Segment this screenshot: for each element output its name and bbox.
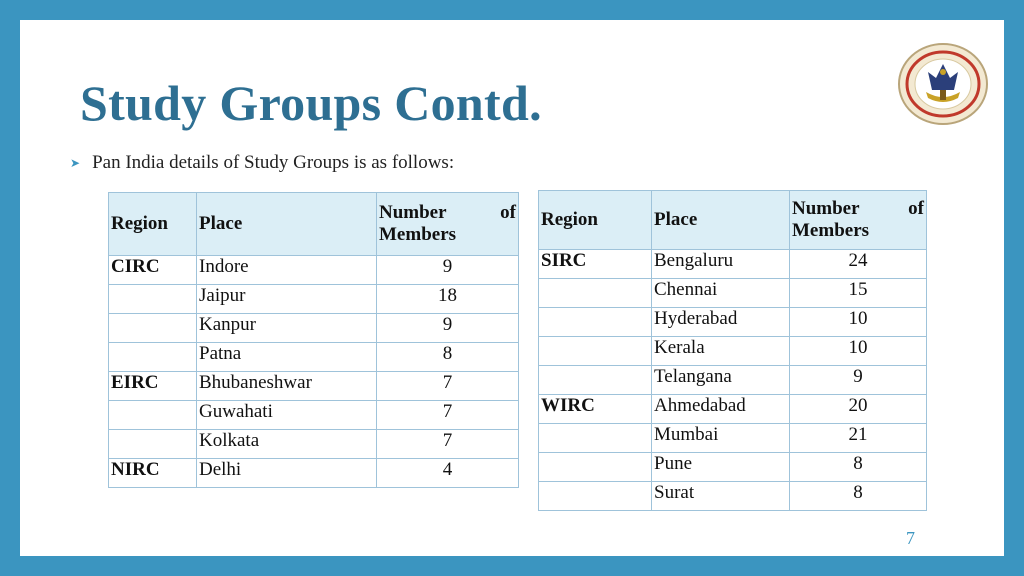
region-cell: WIRC bbox=[539, 395, 652, 424]
place-cell: Bhubaneshwar bbox=[197, 372, 377, 401]
study-groups-table-left bbox=[108, 192, 519, 488]
place-cell: Kerala bbox=[652, 337, 790, 366]
slide bbox=[20, 20, 1004, 556]
region-cell bbox=[539, 308, 652, 337]
header-place: Place bbox=[652, 191, 790, 250]
region-cell bbox=[109, 430, 197, 459]
members-cell: 24 bbox=[790, 250, 927, 279]
table-header-row bbox=[109, 193, 519, 256]
table-row bbox=[539, 395, 927, 424]
place-cell: Pune bbox=[652, 453, 790, 482]
members-cell: 18 bbox=[377, 285, 519, 314]
place-cell: Surat bbox=[652, 482, 790, 511]
members-cell: 10 bbox=[790, 308, 927, 337]
place-cell: Mumbai bbox=[652, 424, 790, 453]
members-cell: 7 bbox=[377, 401, 519, 430]
place-cell: Chennai bbox=[652, 279, 790, 308]
table-row bbox=[109, 285, 519, 314]
table-row bbox=[539, 250, 927, 279]
members-cell: 7 bbox=[377, 372, 519, 401]
arrow-bullet-icon: ➤ bbox=[70, 156, 81, 170]
table-row bbox=[109, 401, 519, 430]
table-row bbox=[539, 482, 927, 511]
place-cell: Bengaluru bbox=[652, 250, 790, 279]
place-cell: Kolkata bbox=[197, 430, 377, 459]
place-cell: Patna bbox=[197, 343, 377, 372]
members-cell: 20 bbox=[790, 395, 927, 424]
members-cell: 15 bbox=[790, 279, 927, 308]
header-number-word: Number bbox=[379, 202, 447, 223]
header-region: Region bbox=[109, 193, 197, 256]
members-cell: 9 bbox=[377, 314, 519, 343]
place-cell: Ahmedabad bbox=[652, 395, 790, 424]
place-cell: Telangana bbox=[652, 366, 790, 395]
study-groups-table-right bbox=[538, 190, 927, 511]
region-cell bbox=[539, 453, 652, 482]
header-members-word: Members bbox=[379, 224, 457, 245]
region-cell bbox=[109, 285, 197, 314]
table-row bbox=[109, 343, 519, 372]
members-cell: 21 bbox=[790, 424, 927, 453]
institute-emblem-icon bbox=[896, 42, 990, 126]
header-number-of-members bbox=[790, 191, 927, 250]
table-header-row bbox=[539, 191, 927, 250]
header-number-of-members bbox=[377, 193, 519, 256]
members-cell: 8 bbox=[377, 343, 519, 372]
header-of-word: of bbox=[908, 198, 924, 219]
region-cell: EIRC bbox=[109, 372, 197, 401]
header-place: Place bbox=[197, 193, 377, 256]
table-row bbox=[109, 459, 519, 488]
region-cell bbox=[539, 279, 652, 308]
place-cell: Indore bbox=[197, 256, 377, 285]
table-row bbox=[539, 337, 927, 366]
members-cell: 7 bbox=[377, 430, 519, 459]
members-cell: 8 bbox=[790, 453, 927, 482]
region-cell bbox=[539, 366, 652, 395]
region-cell: NIRC bbox=[109, 459, 197, 488]
region-cell: CIRC bbox=[109, 256, 197, 285]
place-cell: Guwahati bbox=[197, 401, 377, 430]
table-row bbox=[539, 424, 927, 453]
table-row bbox=[539, 279, 927, 308]
region-cell bbox=[539, 424, 652, 453]
region-cell: SIRC bbox=[539, 250, 652, 279]
members-cell: 10 bbox=[790, 337, 927, 366]
table-row bbox=[109, 372, 519, 401]
table-row bbox=[109, 256, 519, 285]
table-row bbox=[109, 314, 519, 343]
region-cell bbox=[109, 343, 197, 372]
slide-title: Study Groups Contd. bbox=[80, 75, 542, 131]
members-cell: 9 bbox=[377, 256, 519, 285]
place-cell: Delhi bbox=[197, 459, 377, 488]
header-region: Region bbox=[539, 191, 652, 250]
members-cell: 8 bbox=[790, 482, 927, 511]
table-row bbox=[109, 430, 519, 459]
intro-bullet bbox=[70, 152, 454, 174]
intro-text: Pan India details of Study Groups is as follows: bbox=[92, 152, 455, 173]
region-cell bbox=[109, 401, 197, 430]
table-row bbox=[539, 453, 927, 482]
place-cell: Jaipur bbox=[197, 285, 377, 314]
table-row bbox=[539, 366, 927, 395]
header-number-word: Number bbox=[792, 198, 860, 219]
place-cell: Kanpur bbox=[197, 314, 377, 343]
page-number: 7 bbox=[906, 528, 915, 548]
header-members-word: Members bbox=[792, 220, 870, 241]
table-row bbox=[539, 308, 927, 337]
members-cell: 4 bbox=[377, 459, 519, 488]
place-cell: Hyderabad bbox=[652, 308, 790, 337]
members-cell: 9 bbox=[790, 366, 927, 395]
region-cell bbox=[109, 314, 197, 343]
region-cell bbox=[539, 337, 652, 366]
header-of-word: of bbox=[500, 202, 516, 223]
region-cell bbox=[539, 482, 652, 511]
